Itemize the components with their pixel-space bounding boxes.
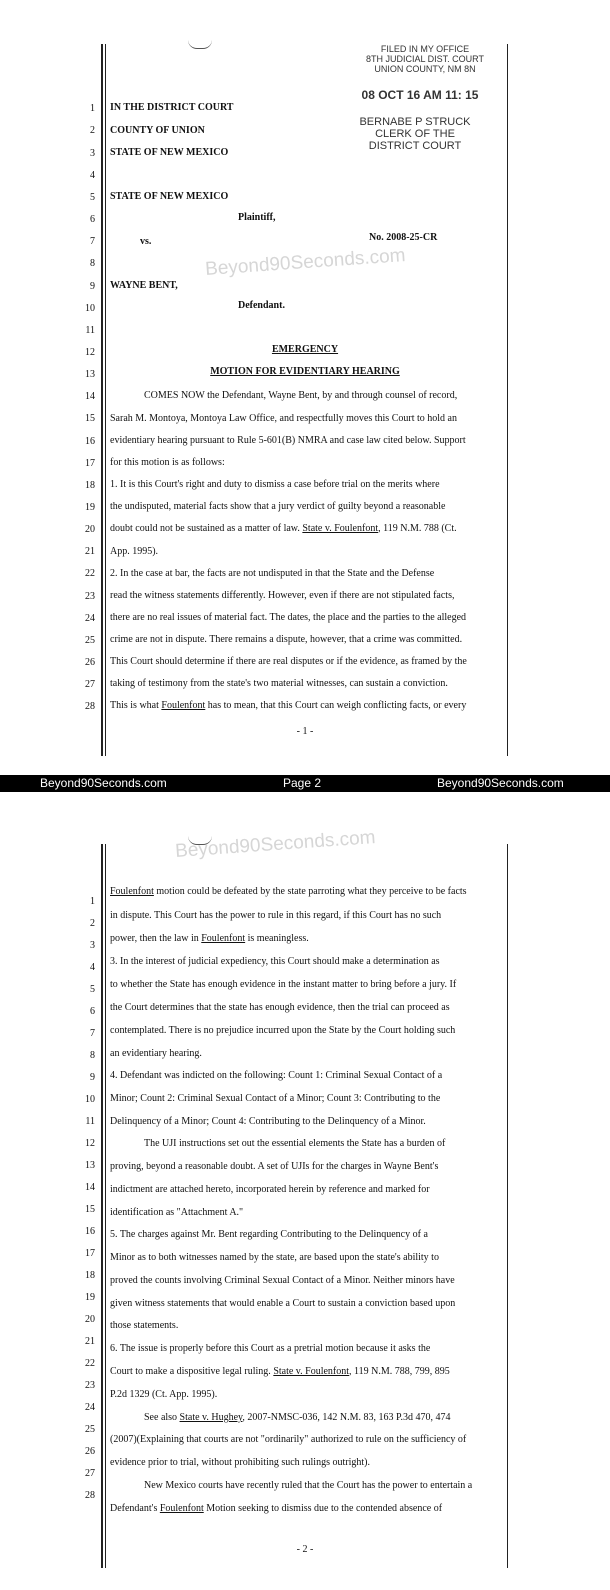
page-separator-banner bbox=[0, 775, 610, 792]
case-citation: Foulenfont bbox=[159, 1503, 204, 1514]
motion-title-emergency: EMERGENCY bbox=[271, 344, 339, 355]
court-name: IN THE DISTRICT COURT bbox=[110, 102, 234, 113]
case-citation: State v. Foulenfont bbox=[302, 523, 379, 534]
case-citation: State v. Hughey bbox=[179, 1412, 243, 1423]
left-margin-rule bbox=[101, 44, 103, 756]
watermark: Beyond90Seconds.com bbox=[204, 245, 407, 280]
case-citation: Foulenfont bbox=[110, 886, 154, 897]
page-number: - 1 - bbox=[296, 726, 314, 737]
document-page-1: FILED IN MY OFFICE 8TH JUDICIAL DIST. COURT UNION COUNTY, NM 8N 08 OCT 16 AM 11: 15 BERNABE P STRUCK CLERK OF THE DISTRICT COURT Beyond90Seconds.com 1 2 3 4 5 6 7 8 9 10 11 12 13 14 15 16 17 18 19 20 21 22 23 24 25 26 27 28 IN THE DISTRICT COURT COUNTY OF UNION STATE OF NEW MEXICO STATE OF NEW MEXICO Plaintiff, vs. No. 2008-25-CR WAYNE BENT, Defendant. EMERGENCY MOTION FOR EVIDENTIARY HEARING COMES NOW the Defendant, Wayne Bent, by and through counsel of record, Sarah M. Montoya, Montoya Law Office, and respectfully moves this Court to hold an evidentiary hearing pursuant to Rule 5-601(B) NMRA and case law cited below. Support for this motion is as follows: 1. It is this Court's right and duty to dismiss a case before trial on the merits where the undisputed, material facts show that a jury verdict of guilty beyond a reasonable doubt could not be sustained as a matter of law. State v. Foulenfont, 119 N.M. 788 (Ct. App. 1995). 2. In the case at bar, the facts are not undisputed in that the State and the Defense read the witness statements differently. However, even if there are not stipulated facts, there are no real issues of material fact. The dates, the place and the parties to the alleged crime are not in dispute. There remains a dispute, however, that a crime was committed. This Court should determine if there are real disputes or if the evidence, as framed by the taking of testimony from the state's two material witnesses, can sustain a conviction. This is what Foulenfont has to mean, that this Court can weigh conflicting facts, or every - 1 - bbox=[0, 0, 610, 775]
page-number: - 2 - bbox=[296, 1544, 314, 1555]
right-margin-rule bbox=[507, 844, 508, 1568]
motion-title: MOTION FOR EVIDENTIARY HEARING bbox=[210, 366, 400, 377]
defendant-role: Defendant. bbox=[238, 300, 285, 311]
case-number: No. 2008-25-CR bbox=[369, 232, 438, 243]
versus-label: vs. bbox=[140, 236, 152, 247]
defendant-name: WAYNE BENT, bbox=[110, 280, 178, 291]
right-margin-rule bbox=[507, 44, 508, 756]
left-margin-rule bbox=[101, 844, 103, 1568]
left-margin-rule-inner bbox=[105, 44, 106, 756]
document-page-2: Beyond90Seconds.com 1 2 3 4 5 6 7 8 9 10 11 12 13 14 15 16 17 18 19 20 21 22 23 24 25 26 27 28 Foulenfont motion could be defeated by the state parroting what they perceive to be facts in dispute. This Court has the power to rule in this regard, if this Court has no such power, then the law in Foulenfont is meaningless. 3. In the interest of judicial expediency, this Court should make a determination as to whether the State has enough evidence in the instant matter to bring before a jury. If the Court determines that the state has enough evidence, then the trial can proceed as contemplated. There is no prejudice incurred upon the State by the Court holding such an evidentiary hearing. 4. Defendant was indicted on the following: Count 1: Criminal Sexual Contact of a Minor; Count 2: Criminal Sexual Contact of a Minor; Count 3: Contributing to the Delinquency of a Minor; Count 4: Contributing to the Delinquency of a Minor. The UJI instructions set out the essential elements the State has a burden of proving, beyond a reasonable doubt. A set of UJIs for the charges in Wayne Bent's indictment are attached hereto, incorporated herein by reference and marked for identification as "Attachment A." 5. The charges against Mr. Bent regarding Contributing to the Delinquency of a Minor as to both witnesses named by the state, are based upon the state's ability to proved the counts involving Criminal Sexual Contact of a Minor. Neither minors have given witness statements that would enable a Court to sustain a conviction based upon those statements. 6. The issue is properly before this Court as a pretrial motion because it asks the Court to make a dispositive legal ruling. State v. Foulenfont, 119 N.M. 788, 799, 895 P.2d 1329 (Ct. App. 1995). See also State v. Hughey, 2007-NMSC-036, 142 N.M. 83, 163 P.3d 470, 474 (2007)(Explaining that courts are not "ordinarily" authorized to rule on the sufficiency of evidence prior to trial, without prohibiting such rulings outright). New Mexico courts have recently ruled that the Court has the power to entertain a Defendant's Foulenfont Motion seeking to dismiss due to the contended absence of - 2 - bbox=[0, 792, 610, 1590]
left-margin-rule-inner bbox=[105, 844, 106, 1568]
banner-left-text: Beyond90Seconds.com bbox=[40, 776, 167, 790]
case-citation: State v. Foulenfont bbox=[273, 1366, 350, 1377]
plaintiff-role: Plaintiff, bbox=[238, 212, 276, 223]
case-citation: Foulenfont bbox=[161, 700, 206, 711]
staple-mark bbox=[188, 40, 212, 49]
county-name: COUNTY OF UNION bbox=[110, 125, 205, 136]
banner-page-label: Page 2 bbox=[283, 776, 322, 790]
watermark: Beyond90Seconds.com bbox=[174, 827, 377, 862]
plaintiff-name: STATE OF NEW MEXICO bbox=[110, 191, 229, 202]
banner-right-text: Beyond90Seconds.com bbox=[437, 776, 564, 790]
state-name: STATE OF NEW MEXICO bbox=[110, 147, 229, 158]
case-citation: Foulenfont bbox=[201, 933, 246, 944]
